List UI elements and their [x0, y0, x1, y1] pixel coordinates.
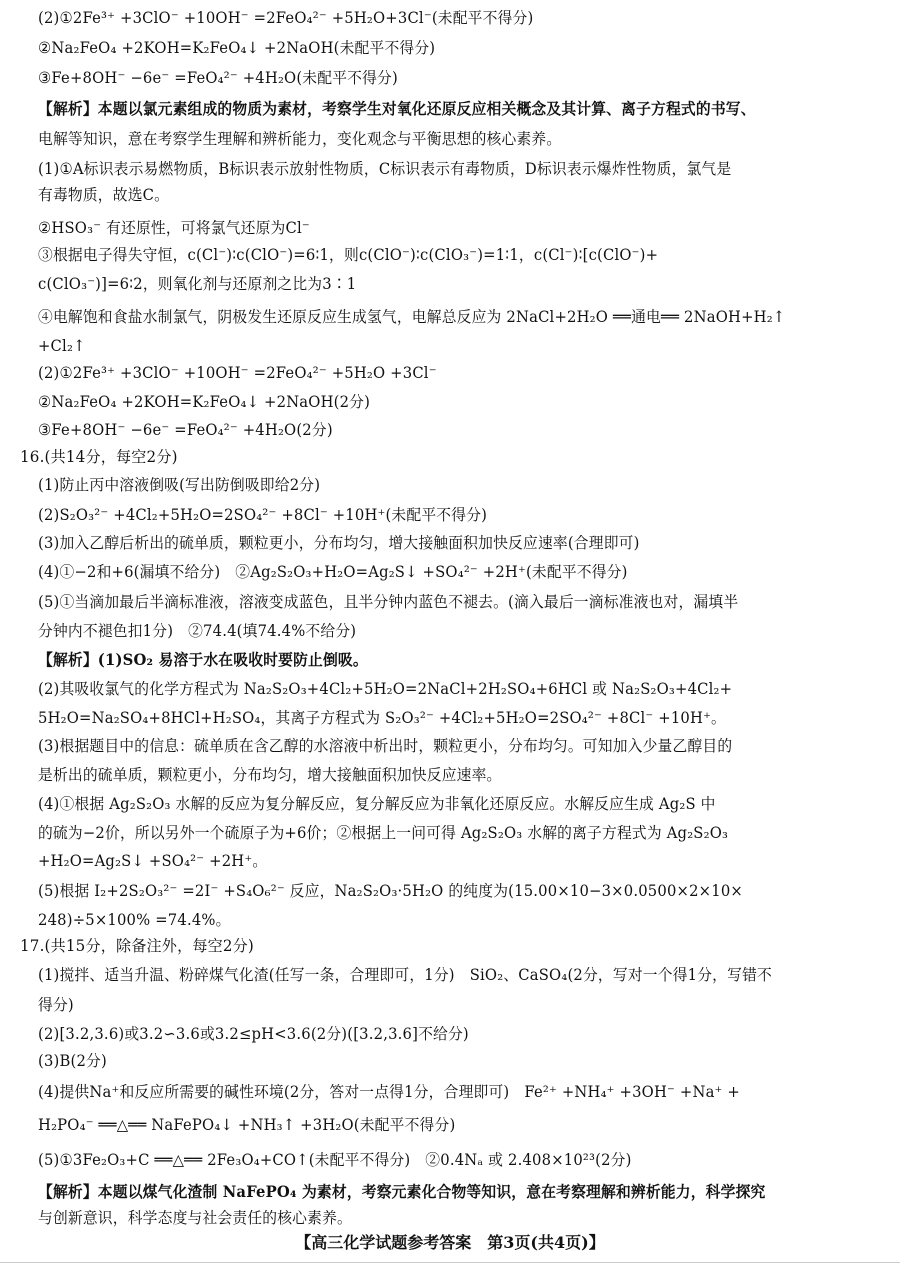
text-line: (4)①根据 Ag₂S₂O₃ 水解的反应为复分解反应，复分解反应为非氧化还原反应。水解反应生成 Ag₂S 中 — [38, 795, 716, 813]
analysis-line: 【解析】本题以氯元素组成的物质为素材，考察学生对氧化还原反应相关概念及其计算、离子方程式的书写、 — [38, 99, 756, 118]
text-line: (5)①3Fe₂O₃+C ══△══ 2Fe₃O₄+CO↑(未配平不得分) ②0.4Nₐ 或 2.408×10²³(2分) — [38, 1151, 632, 1169]
text-line: (4)提供Na⁺和反应所需要的碱性环境(2分，答对一点得1分，合理即可) Fe²⁺ +NH₄⁺ +3OH⁻ +Na⁺ + — [38, 1083, 740, 1101]
text-line: ②Na₂FeO₄ +2KOH=K₂FeO₄↓ +2NaOH(2分) — [38, 393, 371, 411]
text-line: 分钟内不褪色扣1分) ②74.4(填74.4%不给分) — [38, 622, 357, 640]
text-line: (1)搅拌、适当升温、粉碎煤气化渣(任写一条，合理即可，1分) SiO₂、CaSO₄(2分，写对一个得1分，写错不 — [38, 966, 772, 984]
text-line: ②Na₂FeO₄ +2KOH=K₂FeO₄↓ +2NaOH(未配平不得分) — [38, 39, 436, 57]
text-line: (3)加入乙醇后析出的硫单质，颗粒更小，分布均匀，增大接触面积加快反应速率(合理即可) — [38, 534, 640, 552]
text-line: (2)S₂O₃²⁻ +4Cl₂+5H₂O=2SO₄²⁻ +8Cl⁻ +10H⁺(未配平不得分) — [38, 506, 488, 524]
text-line: 248)÷5×100% =74.4%。 — [38, 911, 231, 929]
analysis-line: 【解析】本题以煤气化渣制 NaFePO₄ 为素材，考察元素化合物等知识，意在考察理解和辨析能力，科学探究 — [38, 1182, 766, 1201]
text-line: H₂PO₄⁻ ══△══ NaFePO₄↓ +NH₃↑ +3H₂O(未配平不得分) — [38, 1116, 456, 1134]
question-header: 17.(共15分，除备注外，每空2分) — [20, 937, 255, 955]
text-line: (2)①2Fe³⁺ +3ClO⁻ +10OH⁻ =2FeO₄²⁻ +5H₂O+3Cl⁻(未配平不得分) — [38, 9, 534, 27]
bottom-divider — [0, 1262, 900, 1263]
text-line: ③根据电子得失守恒，c(Cl⁻)∶c(ClO⁻)=6∶1，则c(ClO⁻)∶c(ClO₃⁻)=1∶1，c(Cl⁻)∶[c(ClO⁻)+ — [38, 246, 659, 264]
text-line: ③Fe+8OH⁻ −6e⁻ =FeO₄²⁻ +4H₂O(未配平不得分) — [38, 69, 398, 87]
text-line: (2)①2Fe³⁺ +3ClO⁻ +10OH⁻ =2FeO₄²⁻ +5H₂O +3Cl⁻ — [38, 364, 437, 382]
text-line: (4)①−2和+6(漏填不给分) ②Ag₂S₂O₃+H₂O=Ag₂S↓ +SO₄²⁻ +2H⁺(未配平不得分) — [38, 563, 628, 581]
text-line: (5)根据 I₂+2S₂O₃²⁻ =2I⁻ +S₄O₆²⁻ 反应，Na₂S₂O₃·5H₂O 的纯度为(15.00×10−3×0.0500×2×10× — [38, 882, 743, 900]
text-line: 的硫为−2价，所以另外一个硫原子为+6价；②根据上一问可得 Ag₂S₂O₃ 水解的离子方程式为 Ag₂S₂O₃ — [38, 824, 729, 842]
text-line: +H₂O=Ag₂S↓ +SO₄²⁻ +2H⁺。 — [38, 852, 268, 870]
text-line: 是析出的硫单质，颗粒更小，分布均匀，增大接触面积加快反应速率。 — [38, 766, 502, 784]
text-line: ③Fe+8OH⁻ −6e⁻ =FeO₄²⁻ +4H₂O(2分) — [38, 421, 333, 439]
text-line: 5H₂O=Na₂SO₄+8HCl+H₂SO₄，其离子方程式为 S₂O₃²⁻ +4Cl₂+5H₂O=2SO₄²⁻ +8Cl⁻ +10H⁺。 — [38, 709, 726, 727]
text-line: c(ClO₃⁻)]=6∶2，则氧化剂与还原剂之比为3∶1 — [38, 275, 357, 293]
text-line: 与创新意识，科学态度与社会责任的核心素养。 — [38, 1209, 352, 1227]
text-line: ②HSO₃⁻ 有还原性，可将氯气还原为Cl⁻ — [38, 219, 310, 237]
text-line: +Cl₂↑ — [38, 337, 86, 355]
text-line: ④电解饱和食盐水制氯气，阴极发生还原反应生成氢气，电解总反应为 2NaCl+2H₂O ══通电══ 2NaOH+H₂↑ — [38, 308, 786, 326]
text-line: (2)[3.2,3.6)或3.2∽3.6或3.2≤pH<3.6(2分)([3.2,3.6]不给分) — [38, 1025, 469, 1043]
page-footer: 【高三化学试题参考答案 第3页(共4页)】 — [295, 1233, 605, 1252]
text-line: (3)根据题目中的信息：硫单质在含乙醇的水溶液中析出时，颗粒更小，分布均匀。可知加入少量乙醇目的 — [38, 737, 733, 755]
text-line: (5)①当滴加最后半滴标准液，溶液变成蓝色，且半分钟内蓝色不褪去。(滴入最后一滴标准液也对，漏填半 — [38, 593, 739, 611]
analysis-line: 【解析】(1)SO₂ 易溶于水在吸收时要防止倒吸。 — [38, 650, 368, 669]
text-line: (1)①A标识表示易燃物质，B标识表示放射性物质，C标识表示有毒物质，D标识表示爆炸性物质，氯气是 — [38, 160, 732, 178]
text-line: 有毒物质，故选C。 — [38, 186, 170, 204]
text-line: 电解等知识，意在考察学生理解和辨析能力，变化观念与平衡思想的核心素养。 — [38, 130, 562, 148]
text-line: (2)其吸收氯气的化学方程式为 Na₂S₂O₃+4Cl₂+5H₂O=2NaCl+2H₂SO₄+6HCl 或 Na₂S₂O₃+4Cl₂+ — [38, 680, 733, 698]
text-line: (1)防止丙中溶液倒吸(写出防倒吸即给2分) — [38, 476, 321, 494]
text-line: (3)B(2分) — [38, 1052, 107, 1070]
text-line: 得分) — [38, 996, 74, 1014]
question-header: 16.(共14分，每空2分) — [20, 448, 178, 466]
